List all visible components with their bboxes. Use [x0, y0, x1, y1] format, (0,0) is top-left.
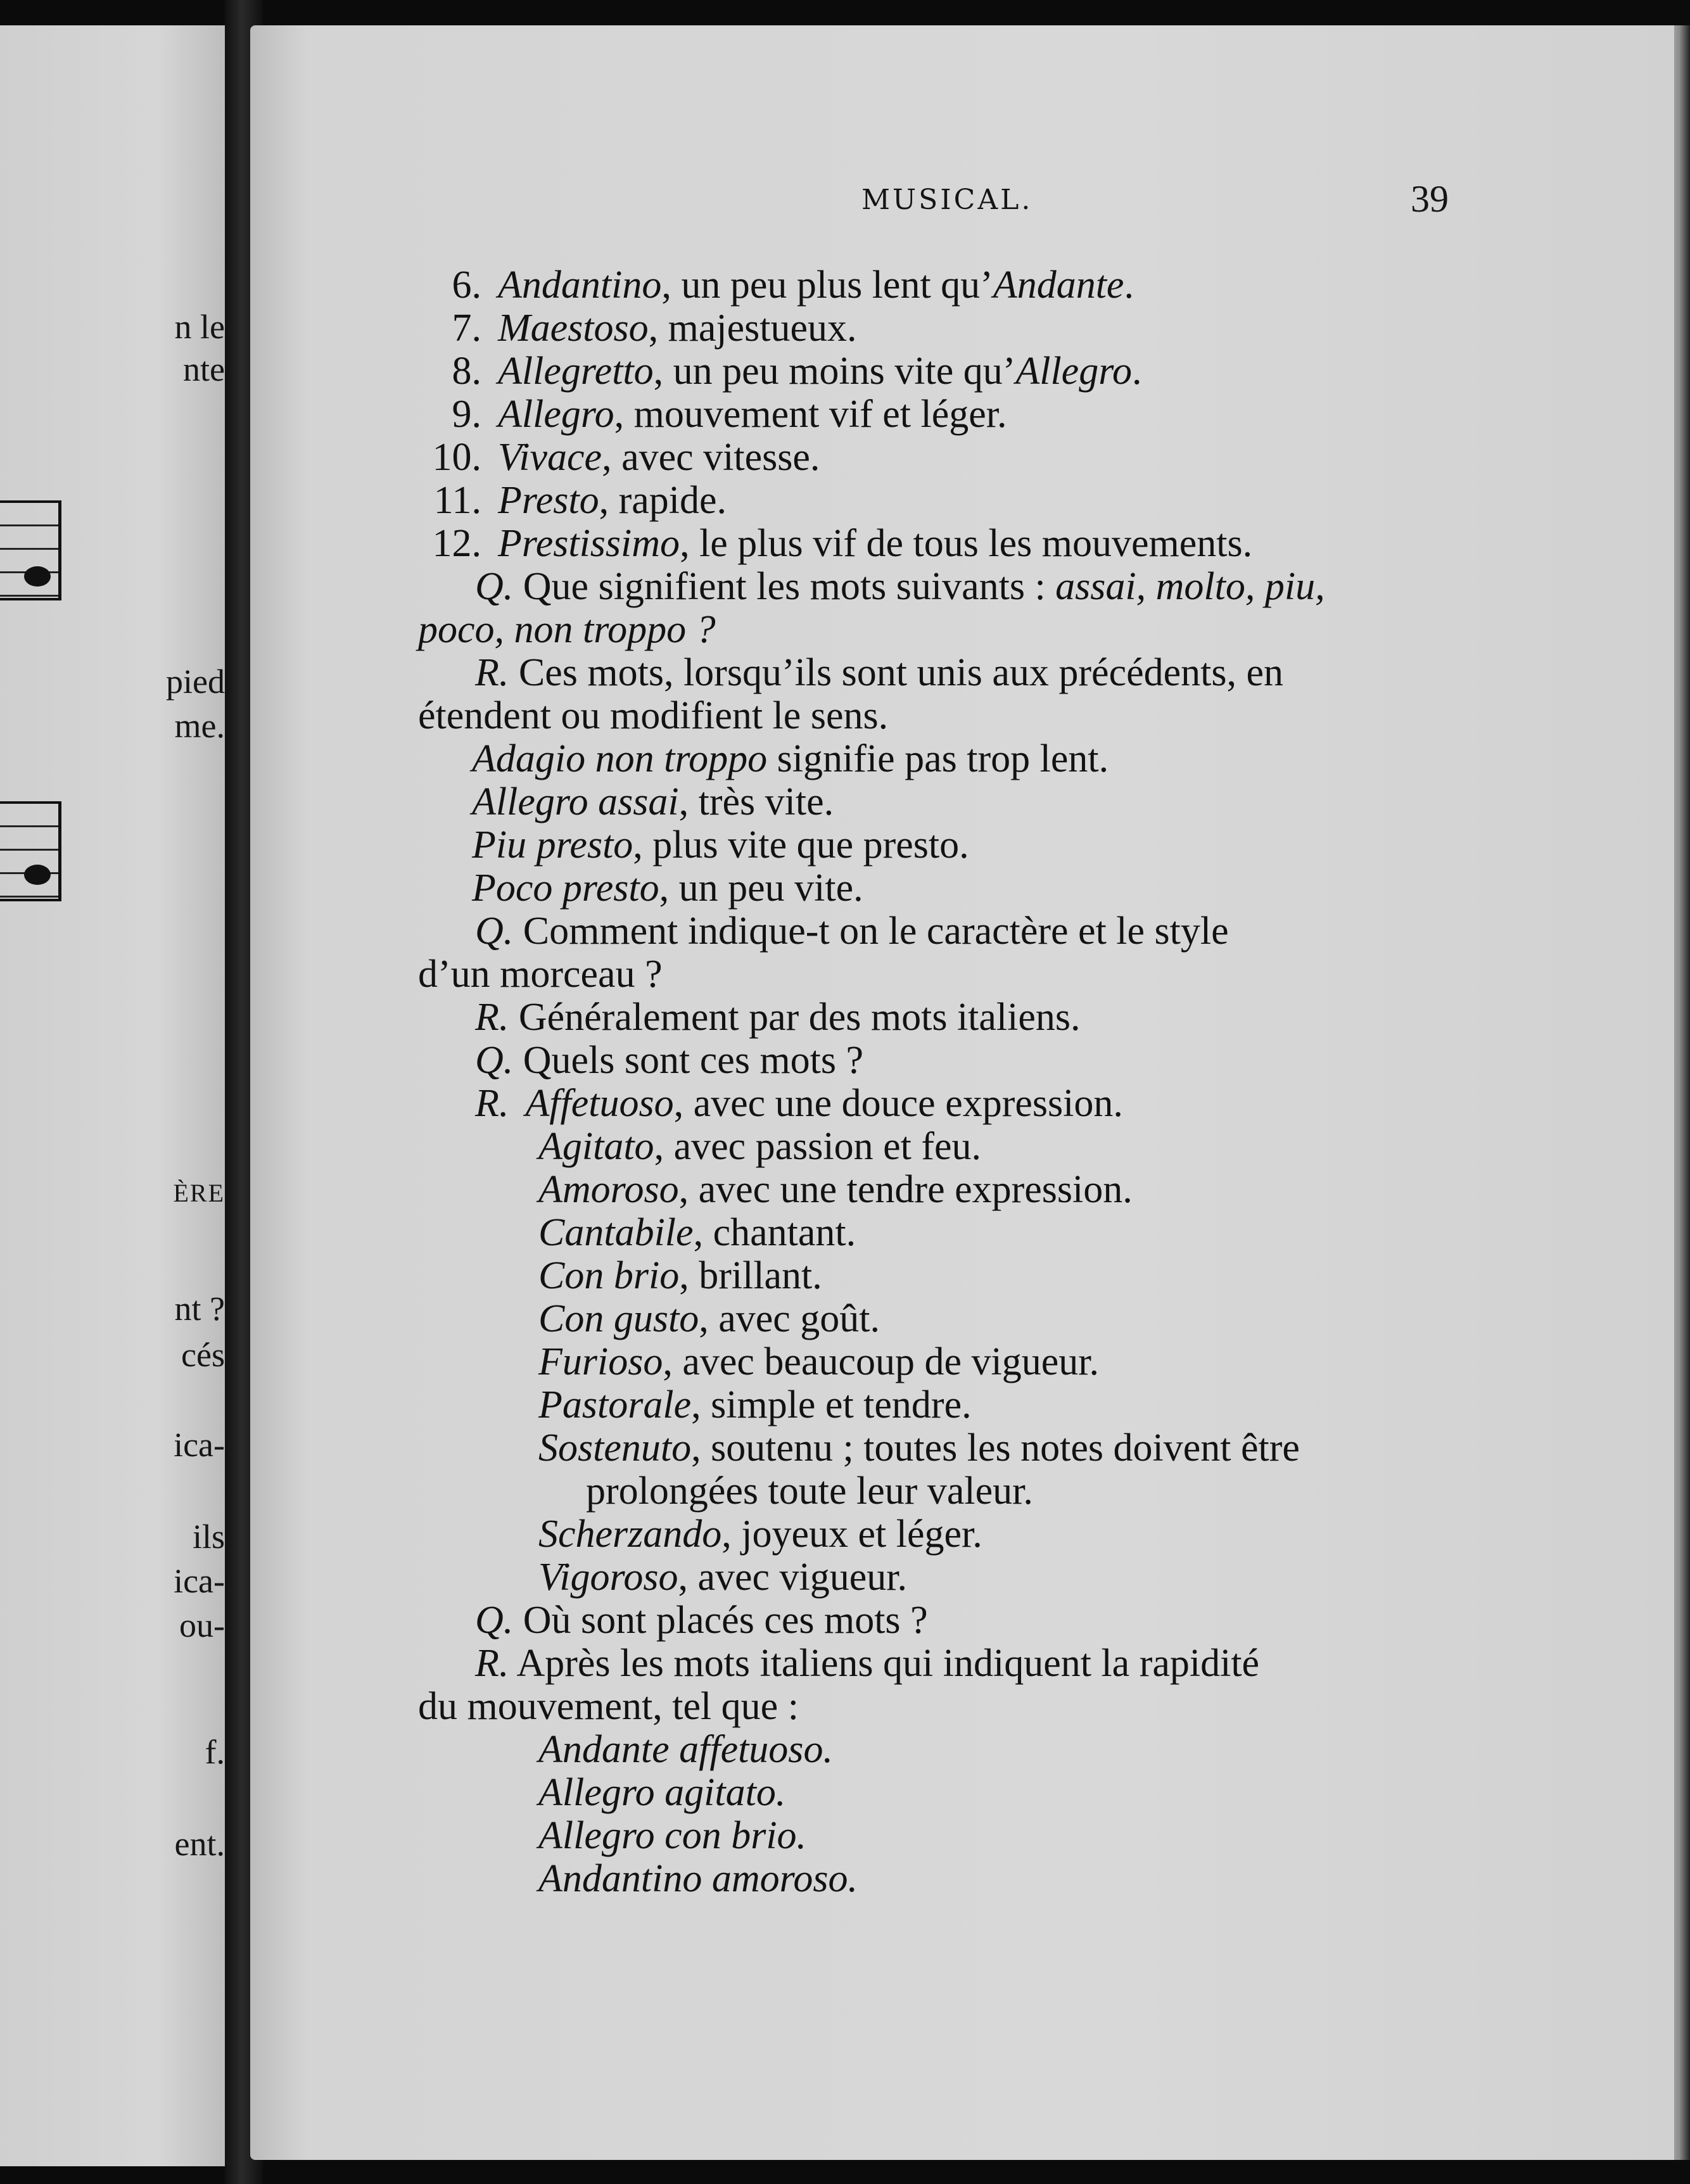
- definition: , un peu vite.: [659, 867, 863, 910]
- italian-term: Amoroso: [538, 1168, 679, 1211]
- italian-term: Allegro: [498, 393, 614, 436]
- italian-term: Andante affetuoso.: [538, 1728, 833, 1771]
- italian-term: Vigoroso: [538, 1556, 678, 1599]
- list-item: [405, 263, 1134, 308]
- answer-mark-label: R.: [475, 651, 509, 694]
- punctuation: .: [1132, 350, 1142, 393]
- term-line: [538, 1254, 822, 1298]
- music-staff-image: [0, 500, 61, 600]
- question-mark-label: Q.: [475, 1039, 514, 1082]
- italian-term: Piu presto: [472, 823, 633, 867]
- term-line: [538, 1555, 907, 1600]
- definition: , soutenu ; toutes les notes doivent être: [691, 1426, 1300, 1470]
- definition: , chantant.: [693, 1211, 856, 1254]
- facing-page-fragment: nte: [183, 350, 225, 388]
- list-item: [405, 392, 1007, 437]
- combination-example: [538, 1727, 833, 1772]
- term-line-continuation: [586, 1469, 1033, 1514]
- example-line: [472, 823, 969, 868]
- list-item: [405, 435, 820, 480]
- italian-term: assai, molto, piu,: [1055, 565, 1325, 608]
- definition: prolongées toute leur valeur.: [586, 1470, 1033, 1513]
- italian-term: Scherzando: [538, 1513, 722, 1556]
- question-text: Où sont placés ces mots ?: [513, 1599, 928, 1642]
- facing-page-fragment: me.: [174, 707, 225, 745]
- answer-mark-label: R.: [475, 1082, 509, 1125]
- italian-term: Allegro assai: [472, 780, 679, 823]
- answer-mark-label: R.: [475, 1642, 509, 1685]
- question-continuation: [418, 952, 663, 997]
- facing-page-fragment: n le: [174, 308, 225, 346]
- definition: , avec vitesse.: [602, 436, 820, 479]
- answer-text: Ces mots, lorsqu’ils sont unis aux précédents, en: [509, 651, 1283, 694]
- facing-page-fragment: pied: [166, 663, 225, 701]
- example-line: [472, 866, 863, 911]
- facing-page: [0, 25, 225, 2166]
- definition: , avec goût.: [699, 1297, 880, 1340]
- answer: [475, 1641, 1259, 1686]
- italian-term: Andante: [993, 263, 1124, 307]
- italian-term: Poco presto: [472, 867, 659, 910]
- term-line: [538, 1124, 981, 1169]
- facing-page-fragment: ica-: [174, 1426, 225, 1464]
- question-mark-label: Q.: [475, 565, 514, 608]
- answer-text: du mouvement, tel que :: [418, 1685, 799, 1728]
- term-line: [538, 1340, 1099, 1385]
- italian-term: Allegro agitato.: [538, 1771, 786, 1814]
- list-number: 11.: [433, 479, 481, 522]
- term-line: [538, 1426, 1300, 1471]
- answer-continuation: [418, 694, 888, 739]
- italian-term: Affetuoso: [525, 1082, 674, 1125]
- question: [475, 1038, 863, 1083]
- combination-example: [538, 1857, 858, 1901]
- question-text: Quels sont ces mots ?: [513, 1039, 864, 1082]
- italian-term: Allegro con brio.: [538, 1814, 807, 1857]
- question-text: d’un morceau ?: [418, 953, 663, 996]
- example-line: [472, 737, 1109, 782]
- question-text: Comment indique-t on le caractère et le style: [513, 910, 1229, 953]
- question-mark-label: Q.: [475, 910, 514, 953]
- definition: , avec beaucoup de vigueur.: [663, 1340, 1099, 1383]
- italian-term: Andantino amoroso.: [538, 1857, 858, 1900]
- list-number: 12.: [432, 522, 481, 565]
- italian-term: Cantabile: [538, 1211, 694, 1254]
- italian-term: Furioso: [538, 1340, 663, 1383]
- definition: signifie pas trop lent.: [767, 737, 1109, 780]
- answer-text: étendent ou modifient le sens.: [418, 694, 889, 737]
- list-item: [405, 349, 1142, 394]
- definition: , brillant.: [679, 1254, 822, 1297]
- italian-term: Maestoso: [498, 307, 649, 350]
- music-staff-image: [0, 801, 61, 901]
- facing-page-fragment: ent.: [174, 1825, 225, 1863]
- list-item: [405, 306, 857, 351]
- facing-page-fragment: ÈRE: [173, 1179, 225, 1207]
- answer-continuation: [418, 1684, 799, 1729]
- italian-term: Andantino: [498, 263, 662, 307]
- italian-term: Pastorale: [538, 1383, 692, 1426]
- list-number: 7.: [452, 307, 481, 350]
- italian-term: Prestissimo: [498, 522, 680, 565]
- definition: , avec passion et feu.: [654, 1125, 982, 1168]
- list-number: 9.: [452, 393, 481, 436]
- italian-term: Con brio: [538, 1254, 680, 1297]
- italian-term: Con gusto: [538, 1297, 699, 1340]
- definition: , un peu moins vite qu’: [653, 350, 1016, 393]
- facing-page-fragment: cés: [181, 1336, 225, 1374]
- punctuation: .: [1124, 263, 1134, 307]
- answer: [475, 1081, 1123, 1126]
- list-item: [405, 521, 1252, 566]
- italian-term: Allegretto: [498, 350, 654, 393]
- list-number: 6.: [452, 263, 481, 307]
- facing-page-fragment: ils: [192, 1518, 225, 1556]
- example-line: [472, 780, 834, 825]
- definition: , avec une douce expression.: [673, 1082, 1123, 1125]
- answer-mark-label: R.: [475, 996, 509, 1039]
- facing-page-fragment: f.: [205, 1733, 225, 1771]
- definition: , rapide.: [599, 479, 727, 522]
- term-line: [538, 1383, 972, 1428]
- italian-term: Presto: [498, 479, 599, 522]
- definition: , le plus vif de tous les mouvements.: [680, 522, 1253, 565]
- question: [475, 564, 1325, 609]
- combination-example: [538, 1770, 785, 1815]
- term-line: [538, 1512, 982, 1557]
- italian-term: Allegro: [1015, 350, 1133, 393]
- definition: , mouvement vif et léger.: [614, 393, 1007, 436]
- list-number: 8.: [452, 350, 481, 393]
- running-head: MUSICAL.: [861, 184, 1033, 216]
- term-line: [538, 1210, 856, 1255]
- definition: , joyeux et léger.: [721, 1513, 982, 1556]
- definition: , un peu plus lent qu’: [661, 263, 993, 307]
- definition: , très vite.: [678, 780, 834, 823]
- question: [475, 909, 1229, 954]
- italian-term: Sostenuto: [538, 1426, 692, 1470]
- definition: , plus vite que presto.: [633, 823, 969, 867]
- question: [475, 1598, 928, 1643]
- facing-page-fragment: ica-: [174, 1562, 225, 1600]
- italian-term: Adagio non troppo: [472, 737, 768, 780]
- term-line: [538, 1297, 880, 1342]
- term-line: [538, 1167, 1133, 1212]
- facing-page-fragment: nt ?: [174, 1290, 225, 1328]
- italian-term: Agitato: [538, 1125, 654, 1168]
- answer: [475, 995, 1081, 1040]
- answer-text: Généralement par des mots italiens.: [509, 996, 1081, 1039]
- answer-text: Après les mots italiens qui indiquent la rapidité: [509, 1642, 1260, 1685]
- list-number: 10.: [432, 436, 481, 479]
- definition: , avec vigueur.: [678, 1556, 907, 1599]
- italian-term: Vivace: [498, 436, 602, 479]
- combination-example: [538, 1813, 806, 1858]
- question-mark-label: Q.: [475, 1599, 514, 1642]
- book-page: [250, 25, 1674, 2160]
- facing-page-fragment: ou-: [179, 1606, 225, 1644]
- definition: , majestueux.: [648, 307, 857, 350]
- page-number: 39: [1411, 178, 1449, 220]
- question-text: Que signifient les mots suivants :: [513, 565, 1056, 608]
- question-continuation: [418, 607, 716, 652]
- definition: , simple et tendre.: [691, 1383, 972, 1426]
- definition: , avec une tendre expression.: [678, 1168, 1133, 1211]
- list-item: [405, 478, 727, 523]
- answer: [475, 651, 1283, 695]
- italian-term: poco, non troppo ?: [418, 608, 716, 651]
